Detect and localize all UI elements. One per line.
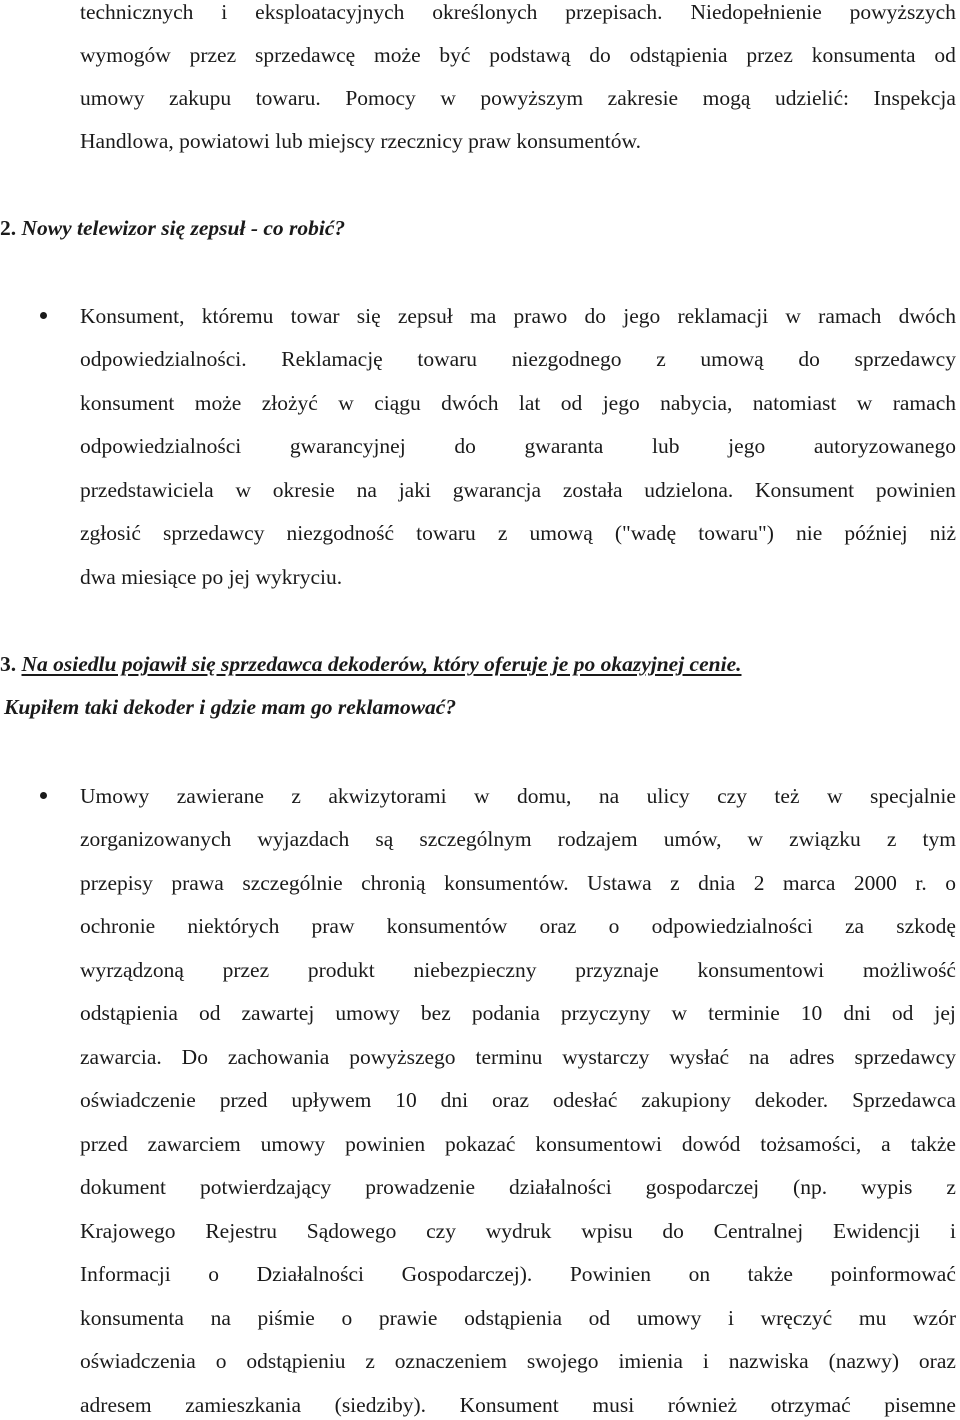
- word: konsumentowi: [697, 958, 825, 982]
- word: Rejestru: [205, 1219, 277, 1243]
- word: ("wadę: [614, 521, 677, 545]
- bullet-text-line: [80, 829, 956, 851]
- bullet-text-line: [80, 1221, 956, 1243]
- word: oraz: [918, 1349, 956, 1373]
- word: niż: [929, 521, 956, 545]
- word: i: [949, 1219, 956, 1243]
- word: umowy: [335, 1001, 400, 1025]
- word: w: [826, 784, 843, 808]
- word: oświadczenie: [80, 1088, 196, 1112]
- paragraph-line: [80, 88, 956, 110]
- word: w: [671, 1001, 688, 1025]
- word: Gospodarczej).: [401, 1262, 533, 1286]
- word: Ewidencji: [832, 1219, 921, 1243]
- word: wymogów: [80, 43, 171, 67]
- word: o: [341, 1306, 353, 1330]
- word: o: [945, 871, 956, 895]
- word: sprzedawcy: [854, 1045, 956, 1069]
- word: swojego: [526, 1349, 599, 1373]
- word: związku: [789, 827, 861, 851]
- word: Informacji: [80, 1262, 171, 1286]
- word: w: [747, 827, 764, 851]
- bullet-text-line: [80, 960, 956, 982]
- section-title: Nowy telewizor się zepsuł - co robić?: [21, 216, 346, 240]
- word: niebezpieczny: [413, 958, 537, 982]
- word: z: [365, 1349, 375, 1373]
- word: jaki: [398, 478, 431, 502]
- word: przepisach.: [565, 0, 663, 24]
- word: Krajowego: [80, 1219, 176, 1243]
- word: i: [221, 0, 228, 24]
- word: z: [291, 784, 301, 808]
- word: powinien: [875, 478, 956, 502]
- word: odesłać: [552, 1088, 618, 1112]
- word: przyczyny: [560, 1001, 651, 1025]
- word: i: [727, 1306, 734, 1330]
- word: z: [886, 827, 897, 851]
- word: dowód: [681, 1132, 741, 1156]
- word: możliwość: [862, 958, 956, 982]
- word: Niedopełnienie: [690, 0, 822, 24]
- word: w: [856, 391, 873, 415]
- word: dokument: [80, 1175, 166, 1199]
- word: została: [562, 478, 623, 502]
- word: 2000: [853, 871, 897, 895]
- word: od: [560, 391, 583, 415]
- word: niezgodnego: [511, 347, 622, 371]
- word: także: [747, 1262, 793, 1286]
- word: szkodę: [896, 914, 956, 938]
- word: złożyć: [261, 391, 318, 415]
- word: potwierdzający: [199, 1175, 332, 1199]
- word: produkt: [307, 958, 375, 982]
- word: umowy: [260, 1132, 326, 1156]
- word: dwóch: [441, 391, 499, 415]
- word: o: [208, 1262, 220, 1286]
- word: (np.: [793, 1175, 828, 1199]
- section-3-heading-continued: Kupiłem taki dekoder i gdzie mam go reklamować?: [4, 695, 457, 719]
- word: przed: [219, 1088, 268, 1112]
- word: odpowiedzialności: [651, 914, 813, 938]
- word: podstawą: [489, 43, 571, 67]
- word: być: [439, 43, 471, 67]
- word: chronią: [361, 871, 426, 895]
- word: zorganizowanych: [80, 827, 232, 851]
- word: powyższym: [480, 86, 584, 110]
- word: Sprzedawca: [852, 1088, 956, 1112]
- word: technicznych: [80, 0, 194, 24]
- word: i: [702, 1349, 709, 1373]
- word: z: [946, 1175, 956, 1199]
- word: konsument: [80, 391, 175, 415]
- word: jej: [934, 1001, 956, 1025]
- word: towaru.: [255, 86, 321, 110]
- word: praw: [311, 914, 355, 938]
- word: udzielona.: [644, 478, 734, 502]
- word: umową: [529, 521, 593, 545]
- word: terminu: [475, 1045, 543, 1069]
- word: są: [375, 827, 394, 851]
- bullet-text-line: [80, 1003, 956, 1025]
- word: pisemne: [884, 1393, 956, 1417]
- word: jego: [602, 391, 640, 415]
- word: odpowiedzialności: [80, 434, 242, 458]
- word: wypis: [861, 1175, 913, 1199]
- word: wyjazdach: [257, 827, 350, 851]
- word: może: [194, 391, 242, 415]
- word: na: [210, 1306, 231, 1330]
- word: się: [356, 304, 381, 328]
- word: (nazwy): [828, 1349, 900, 1373]
- word: konsumentów: [386, 914, 508, 938]
- word: jego: [728, 434, 766, 458]
- word: odpowiedzialności.: [80, 347, 247, 371]
- word: wysłać: [669, 1045, 730, 1069]
- word: zepsuł: [397, 304, 453, 328]
- word: podania: [471, 1001, 540, 1025]
- word: w: [440, 86, 456, 110]
- word: dwóch: [898, 304, 956, 328]
- word: określonych: [432, 0, 538, 24]
- word: mu: [858, 1306, 887, 1330]
- bullet-text-line: [80, 436, 956, 458]
- word: dni: [843, 1001, 871, 1025]
- word: od: [891, 1001, 914, 1025]
- word: Konsument: [459, 1393, 559, 1417]
- word: domu,: [517, 784, 572, 808]
- word: towaru"): [698, 521, 774, 545]
- word: też: [774, 784, 800, 808]
- word: do: [662, 1219, 684, 1243]
- bullet-text-line: [80, 1177, 956, 1199]
- section-title: Na osiedlu pojawił się sprzedawca dekoderów, który oferuje je po okazyjnej cenie.: [21, 652, 742, 676]
- bullet-text-line: [80, 1308, 956, 1330]
- word: otrzymać: [770, 1393, 851, 1417]
- word: oraz: [539, 914, 577, 938]
- word: dekoder.: [754, 1088, 829, 1112]
- section-number: 2.: [0, 216, 17, 240]
- word: zachowania: [227, 1045, 330, 1069]
- bullet-text-line: [80, 916, 956, 938]
- word: zakresie: [607, 86, 679, 110]
- bullet-text-line: [80, 349, 956, 371]
- word: powinien: [345, 1132, 426, 1156]
- bullet-text-line: [80, 1134, 956, 1156]
- word: oświadczenia: [80, 1349, 196, 1373]
- section-2-heading: [0, 218, 345, 240]
- word: konsumenta: [80, 1306, 184, 1330]
- word: niezgodność: [286, 521, 395, 545]
- word: umowy: [636, 1306, 702, 1330]
- word: piśmie: [257, 1306, 315, 1330]
- word: r.: [915, 871, 927, 895]
- word: w: [235, 478, 251, 502]
- word: gospodarczej: [645, 1175, 760, 1199]
- word: może: [374, 43, 421, 67]
- word: ramach: [892, 391, 956, 415]
- word: czy: [717, 784, 747, 808]
- word: powyższego: [349, 1045, 456, 1069]
- word: ramach: [818, 304, 882, 328]
- word: Ustawa: [587, 871, 652, 895]
- word: on: [688, 1262, 711, 1286]
- word: do: [584, 304, 606, 328]
- word: terminie: [708, 1001, 780, 1025]
- word: Konsument,: [80, 304, 185, 328]
- word: ciągu: [374, 391, 421, 415]
- word: na: [598, 784, 620, 808]
- word: od: [198, 1001, 221, 1025]
- word: akwizytorami: [328, 784, 447, 808]
- word: 2: [753, 871, 765, 895]
- word: okresie: [272, 478, 335, 502]
- word: pokazać: [445, 1132, 516, 1156]
- word: działalności: [509, 1175, 612, 1199]
- word: ma: [470, 304, 497, 328]
- word: w: [785, 304, 801, 328]
- word: z: [497, 521, 508, 545]
- word: oraz: [492, 1088, 530, 1112]
- word: tożsamości,: [760, 1132, 862, 1156]
- word: wzór: [913, 1306, 956, 1330]
- word: zgłosić: [80, 521, 141, 545]
- word: gwarancyjnej: [289, 434, 406, 458]
- word: powyższych: [849, 0, 956, 24]
- bullet-text-line: [80, 1264, 956, 1286]
- word: Reklamację: [281, 347, 383, 371]
- word: Pomocy: [345, 86, 416, 110]
- word: w: [338, 391, 354, 415]
- word: prowadzenie: [365, 1175, 476, 1199]
- word: szczególnie: [242, 871, 343, 895]
- word: (siedziby).: [334, 1393, 426, 1417]
- word: od: [934, 43, 956, 67]
- word: zakupu: [169, 86, 232, 110]
- word: oznaczeniem: [394, 1349, 507, 1373]
- word: na: [748, 1045, 770, 1069]
- word: w: [474, 784, 490, 808]
- word: przez: [189, 43, 237, 67]
- word: imienia: [618, 1349, 683, 1373]
- paragraph-line: [80, 45, 956, 67]
- word: o: [608, 914, 620, 938]
- word: marca: [782, 871, 836, 895]
- word: nie: [795, 521, 823, 545]
- word: nabycia,: [660, 391, 733, 415]
- bullet-text-line: [80, 1351, 956, 1373]
- word: tym: [922, 827, 956, 851]
- word: przepisy: [80, 871, 153, 895]
- word: Inspekcja: [873, 86, 956, 110]
- word: towar: [290, 304, 340, 328]
- word: reklamacji: [677, 304, 769, 328]
- word: niektórych: [187, 914, 280, 938]
- bullet-text-line: [80, 873, 956, 895]
- word: udzielić:: [774, 86, 849, 110]
- bullet-text-line: [80, 1047, 956, 1069]
- word: Centralnej: [713, 1219, 804, 1243]
- word: wydruk: [485, 1219, 552, 1243]
- word: o: [215, 1349, 227, 1373]
- word: towaru: [416, 521, 476, 545]
- word: szczególnym: [419, 827, 532, 851]
- word: odstąpienia: [629, 43, 728, 67]
- word: adresem: [80, 1393, 152, 1417]
- word: ulicy: [646, 784, 690, 808]
- word: upływem: [291, 1088, 372, 1112]
- word: prawo: [513, 304, 568, 328]
- word: mogą: [702, 86, 751, 110]
- word: wpisu: [581, 1219, 633, 1243]
- word: od: [588, 1306, 611, 1330]
- word: sprzedawcy: [854, 347, 956, 371]
- paragraph-line: Handlowa, powiatowi lub miejscy rzecznicy praw konsumentów.: [80, 129, 642, 153]
- word: musi: [592, 1393, 635, 1417]
- bullet-text-line: [80, 480, 956, 502]
- word: prawie: [378, 1306, 438, 1330]
- bullet-text-line: dwa miesiące po jej wykryciu.: [80, 565, 343, 589]
- word: adres: [789, 1045, 835, 1069]
- word: Konsument: [755, 478, 855, 502]
- word: 10: [800, 1001, 823, 1025]
- word: zawartej: [241, 1001, 315, 1025]
- word: przed: [80, 1132, 128, 1156]
- bullet-text-line: [80, 306, 956, 328]
- word: jego: [623, 304, 661, 328]
- word: przez: [222, 958, 270, 982]
- word: sprzedawcę: [254, 43, 356, 67]
- word: zawarcia.: [80, 1045, 162, 1069]
- word: nazwiska: [728, 1349, 809, 1373]
- word: wyrządzoną: [80, 958, 184, 982]
- word: umowy: [80, 86, 145, 110]
- section-number: 3.: [0, 652, 17, 676]
- word: Umowy: [80, 784, 150, 808]
- word: na: [356, 478, 377, 502]
- word: gwaranta: [524, 434, 604, 458]
- word: natomiast: [752, 391, 837, 415]
- word: odstąpienia: [464, 1306, 562, 1330]
- word: lub: [652, 434, 680, 458]
- bullet-text-line: [80, 1090, 956, 1112]
- word: rodzajem: [557, 827, 638, 851]
- bullet-text-line: [80, 786, 956, 808]
- word: odstąpieniu: [246, 1349, 346, 1373]
- word: umową: [700, 347, 764, 371]
- word: zawierane: [176, 784, 264, 808]
- word: przez: [746, 43, 793, 67]
- bullet-text-line: [80, 1395, 956, 1417]
- word: odstąpienia: [80, 1001, 178, 1025]
- word: do: [798, 347, 820, 371]
- word: umów,: [663, 827, 722, 851]
- word: do: [589, 43, 611, 67]
- word: zakupiony: [641, 1088, 731, 1112]
- word: bez: [420, 1001, 451, 1025]
- word: Działalności: [256, 1262, 365, 1286]
- bullet-icon: [40, 792, 47, 799]
- word: autoryzowanego: [813, 434, 956, 458]
- word: zamieszkania: [185, 1393, 302, 1417]
- word: do: [454, 434, 476, 458]
- word: dni: [440, 1088, 469, 1112]
- word: dnia: [698, 871, 736, 895]
- word: za: [844, 914, 865, 938]
- word: sprzedawcy: [162, 521, 265, 545]
- bullet-text-line: [80, 393, 956, 415]
- word: z: [670, 871, 680, 895]
- bullet-text-line: [80, 523, 956, 545]
- word: poinformować: [830, 1262, 956, 1286]
- section-3-heading: [0, 654, 742, 676]
- word: z: [656, 347, 666, 371]
- word: Powinien: [569, 1262, 652, 1286]
- word: 10: [395, 1088, 417, 1112]
- word: wystarczy: [562, 1045, 650, 1069]
- word: konsumenta: [811, 43, 916, 67]
- word: wręczyć: [760, 1306, 833, 1330]
- word: Sądowego: [306, 1219, 397, 1243]
- word: eksploatacyjnych: [255, 0, 405, 24]
- word: konsumentowi: [535, 1132, 662, 1156]
- word: prawa: [171, 871, 224, 895]
- bullet-icon: [40, 312, 47, 319]
- word: towaru: [417, 347, 478, 371]
- word: ochronie: [80, 914, 156, 938]
- word: któremu: [201, 304, 274, 328]
- word: także: [910, 1132, 956, 1156]
- word: konsumentów.: [444, 871, 569, 895]
- word: czy: [426, 1219, 456, 1243]
- word: lat: [518, 391, 541, 415]
- word: przyznaje: [575, 958, 659, 982]
- word: Do: [181, 1045, 208, 1069]
- paragraph-line: [80, 2, 956, 24]
- word: specjalnie: [869, 784, 956, 808]
- word: również: [667, 1393, 738, 1417]
- word: gwarancja: [452, 478, 542, 502]
- word: później: [844, 521, 908, 545]
- word: przedstawiciela: [80, 478, 214, 502]
- word: a: [881, 1132, 891, 1156]
- word: zawarciem: [147, 1132, 241, 1156]
